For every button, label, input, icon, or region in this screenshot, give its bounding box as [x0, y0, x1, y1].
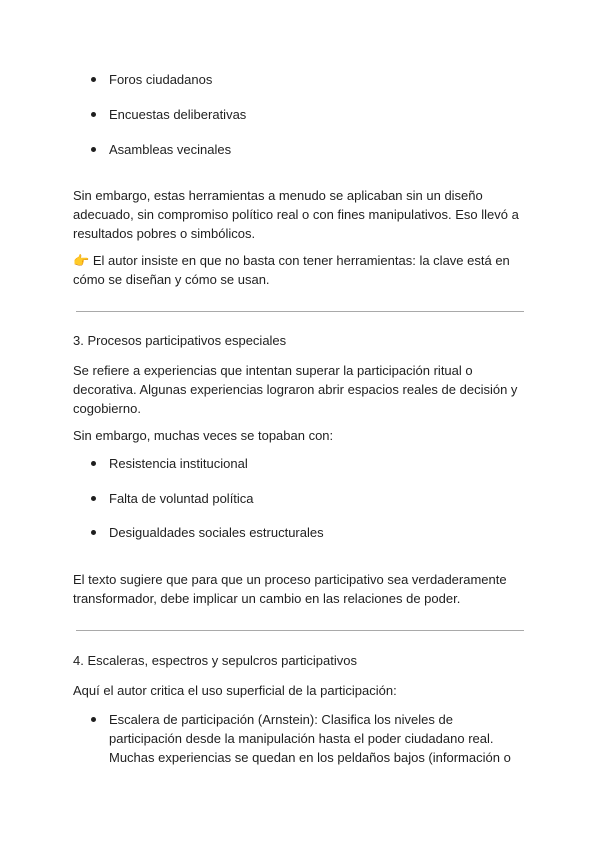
list-item-text: Foros ciudadanos	[109, 72, 213, 87]
list-item-text: Encuestas deliberativas	[109, 107, 247, 122]
bullet-icon	[91, 717, 96, 722]
list-item-text: Resistencia institucional	[109, 456, 248, 471]
note-text: El autor insiste en que no basta con tener herramientas: la clave está en cómo se diseñan y cómo se usan.	[73, 253, 510, 287]
bullet-icon	[91, 461, 96, 466]
paragraph: Sin embargo, muchas veces se topaban con:	[73, 428, 334, 443]
list-item-text: Asambleas vecinales	[109, 142, 232, 157]
section-heading: 4. Escaleras, espectros y sepulcros participativos	[73, 653, 357, 668]
note-paragraph	[73, 251, 525, 289]
divider	[76, 311, 524, 312]
bullet-icon	[91, 77, 96, 82]
bullet-icon	[91, 112, 96, 117]
divider	[76, 630, 524, 631]
list-item-text: Escalera de participación (Arnstein): Clasifica los niveles de participación desde la manipulación hasta el poder ciudadano real. Muchas experiencias se quedan en los peldaños bajos (información o	[109, 712, 511, 765]
paragraph: El texto sugiere que para que un proceso participativo sea verdaderamente transformador, debe implicar un cambio en las relaciones de poder.	[73, 572, 507, 606]
paragraph: Sin embargo, estas herramientas a menudo se aplicaban sin un diseño adecuado, sin compromiso político real o con fines manipulativos. Eso llevó a resultados pobres o simbólicos.	[73, 188, 519, 241]
section-heading: 3. Procesos participativos especiales	[73, 333, 287, 348]
pointing-hand-icon: 👉	[73, 253, 90, 268]
paragraph: Aquí el autor critica el uso superficial de la participación:	[73, 683, 397, 698]
list-item-text: Desigualdades sociales estructurales	[109, 525, 324, 540]
bullet-icon	[91, 530, 96, 535]
bullet-icon	[91, 147, 96, 152]
paragraph: Se refiere a experiencias que intentan superar la participación ritual o decorativa. Algunas experiencias lograron abrir espacios reales de decisión y cogobierno.	[73, 363, 518, 416]
bullet-icon	[91, 496, 96, 501]
list-item-text: Falta de voluntad política	[109, 491, 254, 506]
